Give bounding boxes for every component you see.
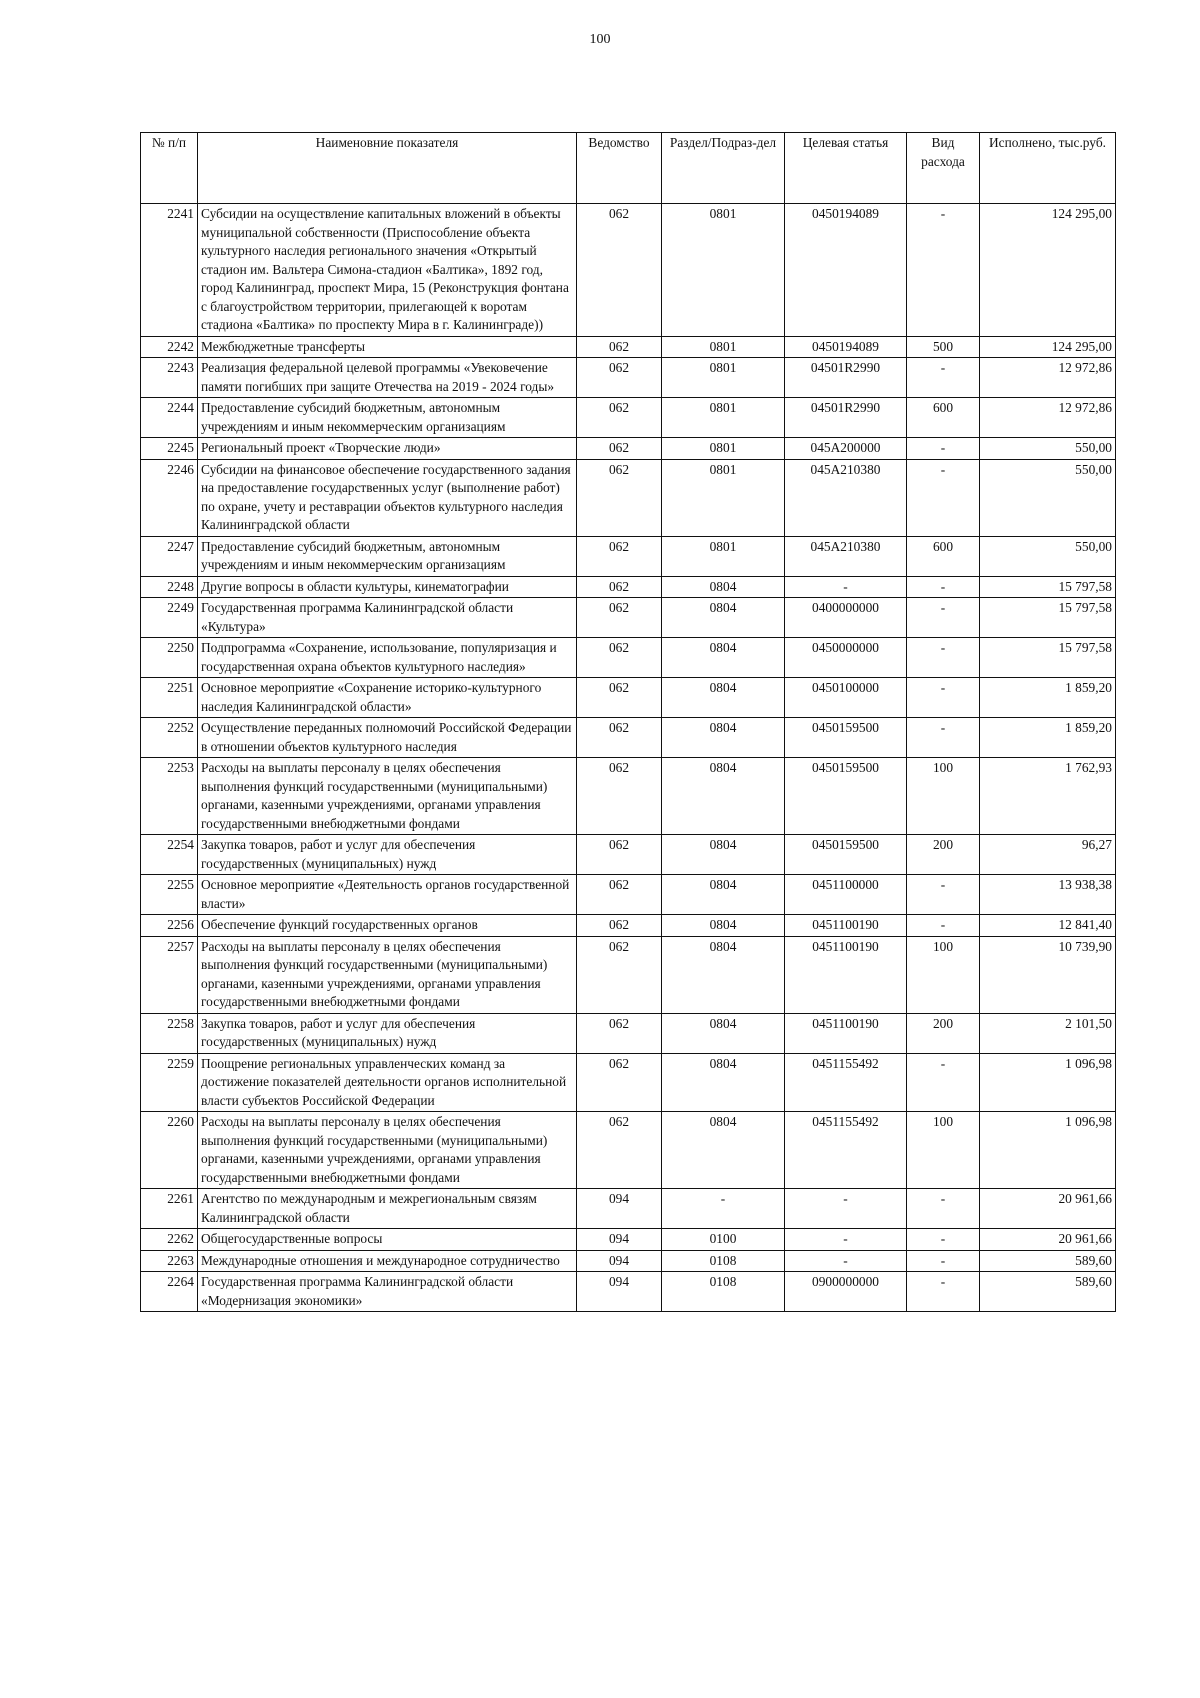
row-section: 0804 (662, 758, 785, 835)
row-name: Международные отношения и международное сотрудничество (198, 1250, 577, 1272)
row-name: Основное мероприятие «Деятельность органов государственной власти» (198, 875, 577, 915)
row-section: 0804 (662, 875, 785, 915)
row-number: 2263 (141, 1250, 198, 1272)
row-number: 2241 (141, 204, 198, 337)
table-row (141, 936, 1116, 1013)
row-number: 2245 (141, 438, 198, 460)
row-dept: 094 (577, 1189, 662, 1229)
row-amount: 10 739,90 (980, 936, 1116, 1013)
row-section: 0108 (662, 1250, 785, 1272)
row-section: 0804 (662, 915, 785, 937)
row-amount: 589,60 (980, 1250, 1116, 1272)
row-name: Закупка товаров, работ и услуг для обеспечения государственных (муниципальных) нужд (198, 835, 577, 875)
row-amount: 550,00 (980, 536, 1116, 576)
row-amount: 15 797,58 (980, 638, 1116, 678)
row-amount: 13 938,38 (980, 875, 1116, 915)
row-name: Расходы на выплаты персоналу в целях обеспечения выполнения функций государственными (муниципальными) органами, казенными учреждениями, органами управления государственными внебюджетными фондами (198, 758, 577, 835)
table-body (141, 204, 1116, 1312)
row-section: 0804 (662, 638, 785, 678)
row-kind: - (907, 1272, 980, 1312)
budget-table (140, 132, 1116, 1312)
header-kind: Вид расхода (907, 133, 980, 204)
table-row (141, 576, 1116, 598)
row-dept: 062 (577, 598, 662, 638)
row-section: 0801 (662, 358, 785, 398)
row-name: Обеспечение функций государственных органов (198, 915, 577, 937)
row-section: 0804 (662, 1053, 785, 1112)
row-section: 0108 (662, 1272, 785, 1312)
row-name: Подпрограмма «Сохранение, использование, популяризация и государственная охрана объектов культурного наследия» (198, 638, 577, 678)
row-target: 0450000000 (785, 638, 907, 678)
row-target: 0450194089 (785, 204, 907, 337)
header-target: Целевая статья (785, 133, 907, 204)
row-target: 0451100000 (785, 875, 907, 915)
row-amount: 20 961,66 (980, 1229, 1116, 1251)
row-dept: 062 (577, 638, 662, 678)
row-kind: - (907, 598, 980, 638)
table-row (141, 598, 1116, 638)
row-number: 2261 (141, 1189, 198, 1229)
row-number: 2258 (141, 1013, 198, 1053)
row-section: 0801 (662, 536, 785, 576)
row-number: 2254 (141, 835, 198, 875)
row-name: Осуществление переданных полномочий Российской Федерации в отношении объектов культурного наследия (198, 718, 577, 758)
row-dept: 062 (577, 398, 662, 438)
row-kind: - (907, 576, 980, 598)
row-amount: 12 972,86 (980, 398, 1116, 438)
header-num: № п/п (141, 133, 198, 204)
row-dept: 094 (577, 1272, 662, 1312)
header-dept: Ведомство (577, 133, 662, 204)
row-section: 0100 (662, 1229, 785, 1251)
row-kind: 100 (907, 936, 980, 1013)
header-name: Наименовние показателя (198, 133, 577, 204)
row-number: 2251 (141, 678, 198, 718)
row-name: Реализация федеральной целевой программы «Увековечение памяти погибших при защите Отечества на 2019 - 2024 годы» (198, 358, 577, 398)
row-name: Поощрение региональных управленческих команд за достижение показателей деятельности органов исполнительной власти субъектов Российской Федерации (198, 1053, 577, 1112)
row-target: - (785, 1189, 907, 1229)
row-dept: 062 (577, 936, 662, 1013)
row-dept: 062 (577, 204, 662, 337)
row-name: Государственная программа Калининградской области «Модернизация экономики» (198, 1272, 577, 1312)
row-target: - (785, 1229, 907, 1251)
table-row (141, 398, 1116, 438)
row-section: 0804 (662, 835, 785, 875)
row-dept: 094 (577, 1229, 662, 1251)
row-amount: 12 841,40 (980, 915, 1116, 937)
row-dept: 062 (577, 1053, 662, 1112)
row-dept: 062 (577, 678, 662, 718)
row-target: 0400000000 (785, 598, 907, 638)
row-name: Государственная программа Калининградской области «Культура» (198, 598, 577, 638)
table-row (141, 678, 1116, 718)
table-row (141, 1189, 1116, 1229)
row-number: 2260 (141, 1112, 198, 1189)
row-kind: 500 (907, 336, 980, 358)
table-row (141, 438, 1116, 460)
row-target: 0451100190 (785, 915, 907, 937)
row-target: 0451155492 (785, 1112, 907, 1189)
row-name: Региональный проект «Творческие люди» (198, 438, 577, 460)
header-section: Раздел/Подраз-дел (662, 133, 785, 204)
row-section: 0801 (662, 398, 785, 438)
row-kind: - (907, 718, 980, 758)
row-amount: 15 797,58 (980, 598, 1116, 638)
row-number: 2252 (141, 718, 198, 758)
row-dept: 062 (577, 576, 662, 598)
row-number: 2247 (141, 536, 198, 576)
row-name: Общегосударственные вопросы (198, 1229, 577, 1251)
row-target: 0451155492 (785, 1053, 907, 1112)
table-row (141, 875, 1116, 915)
table-row (141, 758, 1116, 835)
row-amount: 96,27 (980, 835, 1116, 875)
row-target: 04501R2990 (785, 358, 907, 398)
table-row (141, 915, 1116, 937)
row-number: 2242 (141, 336, 198, 358)
row-kind: - (907, 438, 980, 460)
table-row (141, 1112, 1116, 1189)
row-amount: 550,00 (980, 459, 1116, 536)
row-amount: 12 972,86 (980, 358, 1116, 398)
row-dept: 062 (577, 438, 662, 460)
row-amount: 1 096,98 (980, 1053, 1116, 1112)
row-section: 0804 (662, 718, 785, 758)
row-dept: 062 (577, 358, 662, 398)
row-kind: - (907, 638, 980, 678)
table-row (141, 336, 1116, 358)
table-row (141, 1229, 1116, 1251)
row-target: 045A210380 (785, 459, 907, 536)
row-kind: - (907, 1189, 980, 1229)
row-dept: 062 (577, 1112, 662, 1189)
row-name: Расходы на выплаты персоналу в целях обеспечения выполнения функций государственными (муниципальными) органами, казенными учреждениями, органами управления государственными внебюджетными фондами (198, 936, 577, 1013)
row-dept: 062 (577, 875, 662, 915)
row-dept: 062 (577, 915, 662, 937)
row-name: Межбюджетные трансферты (198, 336, 577, 358)
row-dept: 062 (577, 459, 662, 536)
row-section: 0801 (662, 438, 785, 460)
row-kind: 600 (907, 398, 980, 438)
row-dept: 062 (577, 718, 662, 758)
row-section: 0804 (662, 1013, 785, 1053)
row-number: 2246 (141, 459, 198, 536)
row-name: Субсидии на финансовое обеспечение государственного задания на предоставление государственных услуг (выполнение работ) по охране, учету и реставрации объектов культурного наследия Калининградской области (198, 459, 577, 536)
table-row (141, 204, 1116, 337)
row-section: 0804 (662, 576, 785, 598)
table-row (141, 1250, 1116, 1272)
row-amount: 15 797,58 (980, 576, 1116, 598)
table-row (141, 1053, 1116, 1112)
row-dept: 062 (577, 758, 662, 835)
row-kind: - (907, 875, 980, 915)
row-name: Расходы на выплаты персоналу в целях обеспечения выполнения функций государственными (муниципальными) органами, казенными учреждениями, органами управления государственными внебюджетными фондами (198, 1112, 577, 1189)
row-kind: - (907, 915, 980, 937)
row-name: Предоставление субсидий бюджетным, автономным учреждениям и иным некоммерческим организациям (198, 536, 577, 576)
row-amount: 1 859,20 (980, 678, 1116, 718)
row-number: 2244 (141, 398, 198, 438)
row-kind: - (907, 459, 980, 536)
row-number: 2248 (141, 576, 198, 598)
row-target: 04501R2990 (785, 398, 907, 438)
row-number: 2255 (141, 875, 198, 915)
row-kind: 200 (907, 835, 980, 875)
row-target: 0450100000 (785, 678, 907, 718)
row-kind: - (907, 1229, 980, 1251)
row-target: 0451100190 (785, 936, 907, 1013)
row-number: 2243 (141, 358, 198, 398)
row-name: Предоставление субсидий бюджетным, автономным учреждениям и иным некоммерческим организациям (198, 398, 577, 438)
row-amount: 2 101,50 (980, 1013, 1116, 1053)
row-amount: 124 295,00 (980, 204, 1116, 337)
row-amount: 20 961,66 (980, 1189, 1116, 1229)
row-kind: - (907, 1250, 980, 1272)
row-section: 0804 (662, 1112, 785, 1189)
table-row (141, 536, 1116, 576)
row-amount: 1 859,20 (980, 718, 1116, 758)
row-target: 0450159500 (785, 835, 907, 875)
row-target: 045A200000 (785, 438, 907, 460)
table-row (141, 835, 1116, 875)
row-number: 2264 (141, 1272, 198, 1312)
row-kind: 100 (907, 758, 980, 835)
row-kind: - (907, 678, 980, 718)
table-row (141, 459, 1116, 536)
header-amount: Исполнено, тыс.руб. (980, 133, 1116, 204)
row-amount: 1 762,93 (980, 758, 1116, 835)
row-section: - (662, 1189, 785, 1229)
row-kind: - (907, 204, 980, 337)
row-dept: 094 (577, 1250, 662, 1272)
row-number: 2250 (141, 638, 198, 678)
row-name: Агентство по международным и межрегиональным связям Калининградской области (198, 1189, 577, 1229)
row-dept: 062 (577, 835, 662, 875)
table-header-row (141, 133, 1116, 204)
row-number: 2257 (141, 936, 198, 1013)
row-target: 0450159500 (785, 718, 907, 758)
row-target: 0450194089 (785, 336, 907, 358)
row-kind: 200 (907, 1013, 980, 1053)
row-target: 0900000000 (785, 1272, 907, 1312)
row-section: 0801 (662, 204, 785, 337)
row-amount: 124 295,00 (980, 336, 1116, 358)
row-dept: 062 (577, 536, 662, 576)
row-number: 2253 (141, 758, 198, 835)
row-name: Основное мероприятие «Сохранение историко-культурного наследия Калининградской области» (198, 678, 577, 718)
page-number: 100 (589, 32, 611, 47)
row-section: 0804 (662, 678, 785, 718)
row-target: - (785, 1250, 907, 1272)
row-name: Субсидии на осуществление капитальных вложений в объекты муниципальной собственности (Приспособление объекта культурного наследия регионального значения «Открытый стадион им. Вальтера Симона-стадион «Балтика», 1892 год, город Калининград, проспект Мира, 15 (Реконструкция фонтана с благоустройством территории, прилегающей к воротам стадиона «Балтика» по проспекту Мира в г. Калининграде)) (198, 204, 577, 337)
row-number: 2262 (141, 1229, 198, 1251)
row-number: 2259 (141, 1053, 198, 1112)
table-row (141, 1272, 1116, 1312)
row-dept: 062 (577, 1013, 662, 1053)
row-section: 0804 (662, 598, 785, 638)
row-section: 0801 (662, 459, 785, 536)
row-number: 2256 (141, 915, 198, 937)
row-section: 0804 (662, 936, 785, 1013)
row-section: 0801 (662, 336, 785, 358)
table-row (141, 638, 1116, 678)
table-row (141, 358, 1116, 398)
table-row (141, 718, 1116, 758)
row-target: 0451100190 (785, 1013, 907, 1053)
row-target: 0450159500 (785, 758, 907, 835)
row-kind: 600 (907, 536, 980, 576)
row-target: 045A210380 (785, 536, 907, 576)
row-dept: 062 (577, 336, 662, 358)
row-amount: 550,00 (980, 438, 1116, 460)
row-amount: 1 096,98 (980, 1112, 1116, 1189)
table-row (141, 1013, 1116, 1053)
row-kind: - (907, 358, 980, 398)
row-name: Другие вопросы в области культуры, кинематографии (198, 576, 577, 598)
row-name: Закупка товаров, работ и услуг для обеспечения государственных (муниципальных) нужд (198, 1013, 577, 1053)
row-amount: 589,60 (980, 1272, 1116, 1312)
row-target: - (785, 576, 907, 598)
row-kind: - (907, 1053, 980, 1112)
row-number: 2249 (141, 598, 198, 638)
row-kind: 100 (907, 1112, 980, 1189)
